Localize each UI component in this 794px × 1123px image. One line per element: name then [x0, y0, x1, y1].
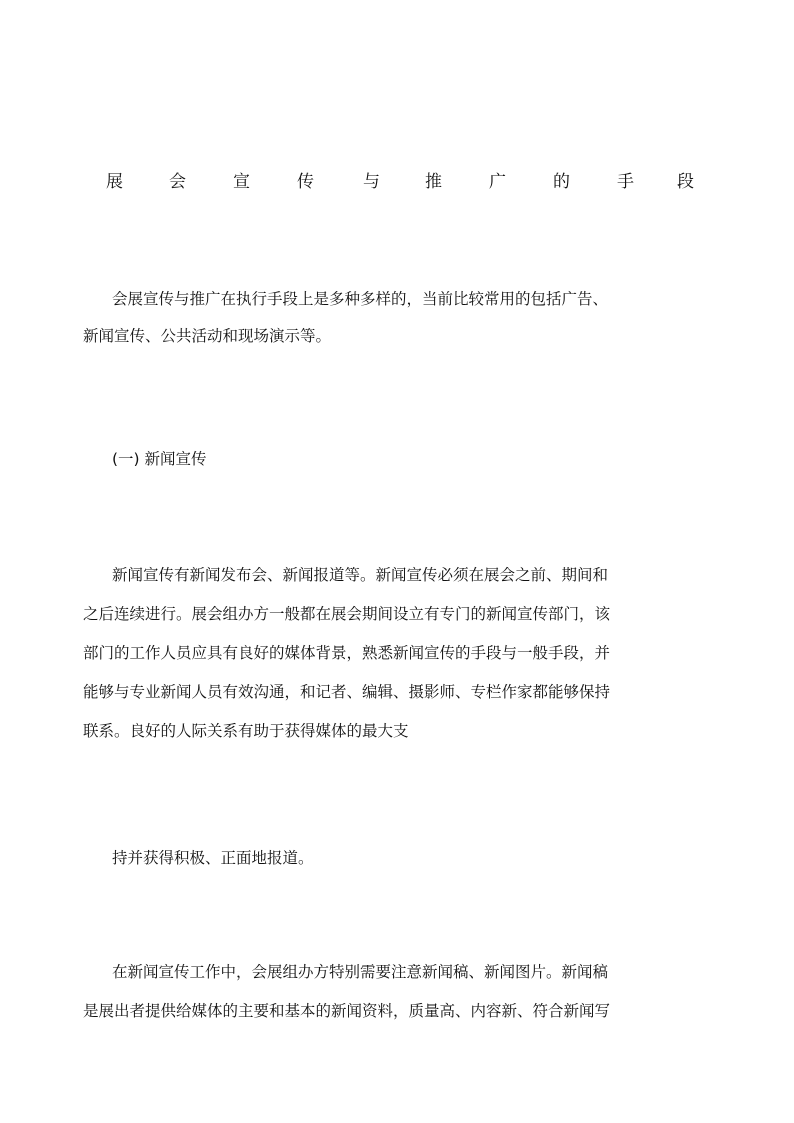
title-char: 宣	[233, 172, 250, 192]
continuation-line: 持并获得积极、正面地报道。	[112, 849, 314, 867]
paragraph-line: 部门的工作人员应具有良好的媒体背景，熟悉新闻宣传的手段与一般手段，并	[83, 644, 611, 662]
title-char: 与	[363, 172, 380, 192]
title-char: 传	[297, 172, 314, 192]
document-title	[106, 170, 702, 196]
paragraph-line: 会展宣传与推广在执行手段上是多种多样的，当前比较常用的包括广告、	[112, 290, 609, 308]
paragraph-line: 在新闻宣传工作中，会展组办方特别需要注意新闻稿、新闻图片。新闻稿	[112, 963, 609, 981]
title-char: 段	[677, 172, 694, 192]
paragraph-line: 新闻宣传有新闻发布会、新闻报道等。新闻宣传必须在展会之前、期间和	[112, 566, 609, 584]
title-char: 会	[169, 172, 186, 192]
paragraph-line: 之后连续进行。展会组办方一般都在展会期间设立有专门的新闻宣传部门，该	[83, 605, 611, 623]
paragraph-line: 是展出者提供给媒体的主要和基本的新闻资料，质量高、内容新、符合新闻写	[83, 1002, 611, 1020]
paragraph-line: 新闻宣传、公共活动和现场演示等。	[83, 327, 332, 345]
paragraph-line: 联系。良好的人际关系有助于获得媒体的最大支	[83, 722, 409, 740]
title-char: 的	[553, 172, 570, 192]
title-char: 广	[489, 172, 506, 192]
title-char: 推	[425, 172, 442, 192]
title-char: 展	[106, 172, 123, 192]
title-char: 手	[617, 172, 634, 192]
section-heading: (一) 新闻宣传	[112, 450, 207, 468]
paragraph-line: 能够与专业新闻人员有效沟通，和记者、编辑、摄影师、专栏作家都能够保持	[83, 683, 611, 701]
